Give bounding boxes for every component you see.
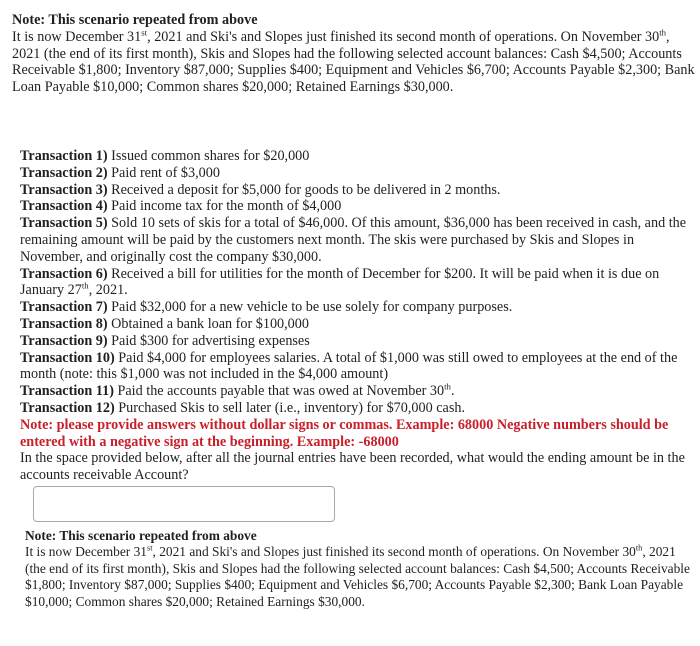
note-title: Note: This scenario repeated from above (12, 12, 258, 28)
intro-line-1 (12, 29, 578, 45)
ordinal-suffix: th (659, 27, 667, 38)
transaction-text: , 2021. (88, 282, 128, 299)
transactions-list (20, 148, 692, 484)
account-balances: balances: Cash $4,500; Accounts Receivable $1,800; Inventory $87,000; Supplies $400; Equipment and Vehicles $6,700; Accounts Payable $2,300; Bank Loan Payable $10,000; Common shares $20,000; Retained Earnings $30,000. (12, 45, 695, 96)
transaction-item (20, 316, 692, 333)
question-text: In the space provided below, after all the journal entries have been recorded, what would the ending amount be in the accounts receivable Account? (20, 450, 685, 484)
transaction-text: Paid $4,000 for employees salaries. A total of $1,000 was still owed to employees at the end of the month (note: this $1,000 was not included in the $4,000 amount) (20, 349, 678, 383)
scenario-intro-bottom (25, 528, 693, 610)
transaction-text: Received a bill for utilities for the month of December for $200. It will be paid when it is due on January 27 (20, 265, 660, 299)
transaction-label: Transaction 2) (20, 164, 108, 181)
ordinal-suffix: th (81, 280, 89, 291)
transaction-text: Paid income tax for the month of $4,000 (107, 198, 342, 215)
intro-text: , 2021 (the end of its first month), Skis and Slopes had the following selected account (12, 28, 670, 62)
transaction-item (20, 383, 692, 400)
note-title: Note: This scenario repeated from above (25, 528, 257, 543)
ordinal-suffix: st (141, 27, 148, 38)
transaction-text: Purchased Skis to sell later (i.e., inventory) for $70,000 cash. (114, 399, 465, 416)
transaction-label: Transaction 6) (20, 265, 108, 282)
transaction-item (20, 400, 692, 417)
transaction-label: Transaction 1) (20, 148, 108, 164)
transaction-label: Transaction 4) (20, 198, 108, 215)
transaction-text: Obtained a bank loan for $100,000 (107, 315, 309, 332)
transaction-item (20, 198, 692, 215)
transaction-label: Transaction 9) (20, 332, 108, 349)
transaction-text: Paid $300 for advertising expenses (107, 332, 310, 349)
transaction-item (20, 215, 692, 265)
intro-text: November 30 (581, 28, 660, 45)
transaction-label: Transaction 5) (20, 215, 108, 232)
answer-input[interactable] (33, 486, 335, 522)
transaction-label: Transaction 7) (20, 299, 108, 316)
intro-text: It is now December 31 (12, 28, 142, 45)
intro-text: , 2021 and Ski's and Slopes just finished its second month of operations. On (147, 28, 579, 45)
transaction-text: Paid the accounts payable that was owed at November 30 (113, 383, 445, 400)
intro-text: , 2021 and Ski's and Slopes just finished its second month of operations. On (152, 544, 560, 560)
scenario-intro-top (12, 12, 696, 96)
answer-format-note: Note: please provide answers without dollar signs or commas. Example: 68000 Negative numbers should be entered with a negative sign at the beginning. Example: -68000 (20, 416, 669, 450)
transaction-item (20, 350, 692, 384)
ordinal-suffix: th (635, 543, 643, 553)
transaction-label: Transaction 12) (20, 399, 115, 416)
intro-text: It is now December 31 (25, 544, 147, 560)
transaction-item (20, 333, 692, 350)
transaction-label: Transaction 10) (20, 349, 115, 366)
intro-text: November 30 (562, 544, 636, 560)
intro-line-1 (25, 544, 559, 559)
transaction-item (20, 148, 692, 165)
transaction-text: Paid rent of $3,000 (107, 164, 220, 181)
transaction-label: Transaction 11) (20, 383, 114, 400)
transaction-text: Issued common shares for $20,000 (107, 148, 310, 164)
transaction-item (20, 266, 692, 300)
transaction-label: Transaction 8) (20, 315, 108, 332)
transaction-item (20, 299, 692, 316)
account-balances: balances: Cash $4,500; Accounts Receivable $1,800; Inventory $87,000; Supplies $400; Equipment and Vehicles $6,700; Accounts Payable $2,300; Bank Loan Payable $10,000; Common shares $20,000; Retained Earnings $30,000. (25, 560, 690, 609)
transaction-label: Transaction 3) (20, 181, 108, 198)
transaction-item (20, 182, 692, 199)
ordinal-suffix: st (146, 543, 153, 553)
transaction-item (20, 165, 692, 182)
transaction-text: Paid $32,000 for a new vehicle to be use solely for company purposes. (107, 299, 513, 316)
intro-text: , 2021 (the end of its first month), Skis and Slopes had the following selected account (25, 544, 676, 576)
transaction-text: Received a deposit for $5,000 for goods to be delivered in 2 months. (107, 181, 501, 198)
ordinal-suffix: th (444, 381, 451, 392)
transaction-text: Sold 10 sets of skis for a total of $46,000. Of this amount, $36,000 has been received in cash, and the remaining amount will be paid by the customers next month. The skis were purchased by Skis and Slopes in November, and originally cost the company $30,000. (20, 215, 687, 265)
transaction-text: . (450, 383, 455, 400)
